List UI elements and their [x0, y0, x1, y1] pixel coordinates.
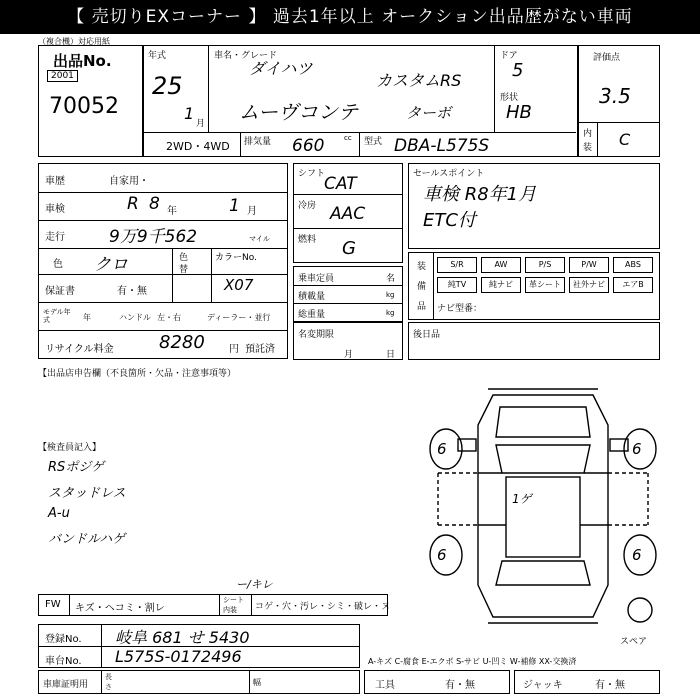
inspector-line-4: バンドルハゲ [48, 532, 126, 547]
model-year-unit: 年 [83, 313, 91, 322]
equipment-item: 社外ナビ [569, 277, 609, 293]
mid-info-box [293, 163, 403, 263]
shape-label: 形状 [500, 93, 519, 103]
inspection-year: 8 [149, 194, 160, 214]
color-no-value: X07 [224, 276, 254, 294]
color-change-2: 替 [179, 265, 189, 275]
capacity-box [293, 266, 403, 322]
year-value: 25 [152, 72, 183, 100]
car-diagram [418, 385, 668, 630]
rename-month: 月 [344, 350, 354, 360]
type-value: DBA-L575S [394, 136, 490, 156]
displacement-value: 660 [292, 136, 325, 156]
history-options: 自家用・ [109, 176, 149, 187]
fw-bar [38, 594, 391, 616]
shift-value: CAT [324, 174, 357, 194]
recycle-unit: 円 [229, 344, 239, 355]
vehicle-header-box [143, 45, 578, 157]
seat-label-2: 内装 [223, 606, 237, 614]
cert-label: 車庫証明用 [43, 680, 89, 690]
rename-label: 名変期限 [298, 330, 335, 340]
equipment-item: P/S [525, 257, 565, 273]
month-unit: 月 [196, 119, 206, 129]
load-unit: kg [386, 291, 395, 299]
damage-legend: A-キズ C-腐食 E-エクボ S-サビ U-凹ミ W-補修 XX-交換済 [368, 657, 577, 666]
equipment-label-1: 装 [417, 262, 427, 272]
handle-label: ハンドル [119, 313, 151, 322]
jack-options: 有・無 [595, 680, 625, 691]
car-hood [496, 407, 590, 437]
score-box [578, 45, 660, 157]
month-value: 1 [184, 104, 195, 123]
after-install-box [408, 322, 660, 360]
shift-label: シフト [298, 169, 326, 179]
car-windshield [496, 445, 590, 473]
navi-label: ナビ型番： [437, 304, 483, 314]
interior-label-1: 内 [583, 129, 593, 139]
registration-box [38, 624, 360, 668]
fw-defects: キズ・ヘコミ・割レ [75, 603, 165, 614]
interior-label-2: 装 [583, 143, 593, 153]
warranty-options: 有・無 [117, 286, 147, 297]
color-change-1: 色 [179, 253, 189, 263]
recycle-note: 預託済 [245, 344, 275, 355]
spare-tire [628, 598, 652, 622]
chassis-label: 車台No. [45, 656, 82, 667]
spare-label: スペア [620, 637, 648, 647]
capacity-unit: 名 [386, 274, 396, 284]
sales-points-label: セールスポイント [413, 169, 485, 179]
equipment-item: AW [481, 257, 521, 273]
recycle-label: リサイクル料金 [45, 344, 114, 355]
tools-box [364, 670, 510, 694]
gross-label: 総重量 [298, 310, 326, 320]
inspector-line-1: RSポジゲ [48, 460, 105, 475]
capacity-label: 乗車定員 [298, 274, 335, 284]
recycle-value: 8280 [159, 332, 205, 353]
tire-rear-right: 6 [632, 546, 642, 564]
equipment-item: ABS [613, 257, 653, 273]
year-label: 年式 [148, 51, 167, 61]
banner: 【 売切りEXコーナー 】 過去1年以上 オークション出品歴がない車両 [0, 0, 700, 34]
color-value: クロ [94, 255, 128, 275]
displacement-unit: cc [344, 134, 352, 142]
equipment-item: エアB [613, 277, 653, 293]
drive-label: 2WD・4WD [166, 140, 230, 153]
inspection-era: R [127, 194, 139, 214]
chassis-value: L575S-0172496 [115, 647, 242, 666]
lot-label: 出品No. [53, 52, 112, 70]
grade: カスタムRS [376, 71, 462, 90]
seat-defects: コゲ・穴・汚レ・シミ・破レ・ヌ [255, 602, 391, 612]
garage-cert-box [38, 670, 360, 694]
lot-number: 70052 [49, 94, 119, 119]
handle-options: 左・右 [157, 313, 181, 322]
left-info-box [38, 163, 288, 359]
turbo: ターボ [406, 104, 452, 122]
inspection-month-unit: 月 [247, 206, 257, 217]
rename-box [293, 322, 403, 360]
equipment-label-3: 品 [417, 302, 427, 312]
color-label: 色 [53, 259, 63, 270]
diagram-mark: 1ゲ [512, 492, 532, 506]
sales-points-box [408, 163, 660, 249]
interior-value: C [619, 130, 631, 149]
reg-label: 登録No. [45, 634, 82, 645]
length-label-1: 長 [105, 673, 112, 681]
inspection-label: 車検 [45, 204, 65, 215]
fuel-label: 燃料 [298, 235, 317, 245]
doors-value: 5 [512, 60, 524, 81]
width-label: 幅 [253, 678, 261, 687]
doors-label: ドア [500, 51, 518, 61]
inspector-line-2: スタッドレス [48, 486, 126, 501]
tire-rear-left: 6 [437, 546, 447, 564]
mileage-label: 走行 [45, 232, 65, 243]
mileage-value: 9万9千562 [109, 227, 198, 247]
shape-value: HB [506, 102, 532, 123]
color-no-label: カラーNo. [215, 253, 257, 263]
seat-label-1: シート [223, 596, 244, 604]
fw-note: ー/キレ [236, 578, 273, 591]
tire-front-left: 6 [437, 440, 447, 458]
displacement-label: 排気量 [244, 137, 272, 147]
name-label: 車名・グレード [214, 51, 278, 61]
warranty-label: 保証書 [45, 286, 75, 297]
score-label: 評価点 [593, 53, 621, 63]
score-value: 3.5 [599, 84, 631, 108]
model-year-label: モデル年式 [43, 308, 71, 324]
fw-label: FW [45, 599, 61, 610]
equipment-label-2: 備 [417, 282, 427, 292]
sub-label: （複合機）対応用紙 [38, 37, 110, 46]
inspector-line-3: A-u [48, 506, 70, 521]
load-label: 積載量 [298, 292, 326, 302]
after-install-label: 後日品 [413, 330, 441, 340]
remarks-label: 【出品店申告欄（不良箇所・欠品・注意事項等） [38, 369, 237, 379]
inspection-year-unit: 年 [167, 206, 177, 217]
sales-point-line-1: 車検 R8年1月 [423, 184, 537, 205]
lot-year: 2001 [47, 70, 78, 82]
tire-front-right: 6 [632, 440, 642, 458]
equipment-item: 純TV [437, 277, 477, 293]
sales-point-line-2: ETC付 [423, 210, 476, 231]
ac-label: 冷房 [298, 201, 317, 211]
reg-value: 岐阜 681 せ 5430 [115, 628, 250, 647]
equipment-item: S/R [437, 257, 477, 273]
inspector-label: 【検査員記入】 [38, 443, 102, 453]
equipment-box [408, 252, 660, 320]
jack-box [514, 670, 660, 694]
tools-label: 工具 [375, 680, 395, 691]
maker: ダイハツ [249, 59, 313, 78]
model-name: ムーヴコンテ [239, 100, 358, 124]
equipment-item: 革シート [525, 277, 565, 293]
car-rear-window [496, 561, 590, 585]
inspection-month: 1 [229, 196, 240, 216]
equipment-item: 純ナビ [481, 277, 521, 293]
fuel-value: G [342, 238, 356, 259]
dealer-label: ディーラー・並行 [207, 313, 271, 322]
length-label-2: さ [105, 683, 112, 691]
type-label: 型式 [364, 137, 383, 147]
ac-value: AAC [330, 204, 366, 224]
gross-unit: kg [386, 309, 395, 317]
jack-label: ジャッキ [523, 680, 563, 691]
equipment-item: P/W [569, 257, 609, 273]
car-roof [506, 477, 580, 557]
history-label: 車歴 [45, 176, 65, 187]
rename-day: 日 [386, 350, 396, 360]
mileage-unit: マイル [249, 235, 270, 243]
lot-box [38, 45, 143, 157]
tools-options: 有・無 [445, 680, 475, 691]
